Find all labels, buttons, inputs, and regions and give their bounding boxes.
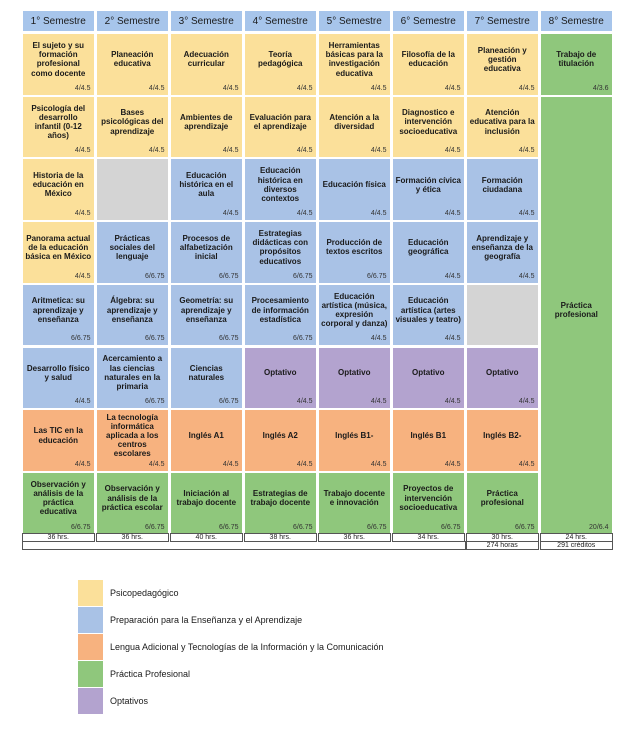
- course-cell: [244, 158, 317, 221]
- semester-header: 2° Semestre: [96, 10, 169, 32]
- course-name: Formación ciudadana: [481, 175, 523, 194]
- course-cell: [244, 284, 317, 347]
- course-credits: 4/4.5: [518, 460, 535, 468]
- course-credits: 4/4.5: [518, 84, 535, 92]
- legend-item: [78, 688, 498, 714]
- course-credits: 4/4.5: [296, 84, 313, 92]
- course-cell: [318, 158, 391, 221]
- course-name: Estrategias de trabajo docente: [250, 489, 311, 508]
- course-cell: [96, 96, 169, 159]
- course-cell: [392, 409, 465, 472]
- course-name: Atención a la diversidad: [329, 112, 380, 132]
- course-credits: 4/4.5: [370, 335, 387, 343]
- legend-item: [78, 607, 498, 633]
- course-credits: 4/4.5: [444, 210, 461, 218]
- course-name: Historia de la educación en México: [32, 170, 84, 199]
- course-name: Planeación educativa: [111, 50, 154, 69]
- semester-header: 7° Semestre: [466, 10, 539, 32]
- course-cell: [96, 33, 169, 96]
- course-credits: 4/4.5: [74, 272, 91, 280]
- curriculum-grid: [22, 10, 612, 530]
- hours-total: 36 hrs.: [318, 533, 391, 542]
- totals-row: [22, 533, 612, 551]
- course-credits: 4/4.5: [74, 147, 91, 155]
- course-cell: [244, 472, 317, 535]
- course-name: Producción de textos escritos: [326, 238, 383, 257]
- course-cell: [22, 96, 95, 159]
- course-credits: 6/6.75: [515, 523, 535, 531]
- course-cell: [318, 347, 391, 410]
- course-name: Procesos de alfabetización inicial: [179, 233, 233, 262]
- course-name: Adecuación curricular: [183, 50, 229, 69]
- hours-total: 30 hrs.: [466, 533, 539, 542]
- course-credits: 4/4.5: [148, 84, 165, 92]
- course-cell: [318, 221, 391, 284]
- course-cell: [466, 158, 539, 221]
- course-cell: [22, 33, 95, 96]
- course-credits: 4/4.5: [296, 147, 313, 155]
- course-name: Observación y análisis de la práctica educativa: [30, 479, 86, 517]
- course-credits: 4/4.5: [222, 210, 239, 218]
- course-credits: 4/4.5: [444, 460, 461, 468]
- course-credits: 20/6.4: [589, 523, 609, 531]
- course-credits: 4/4.5: [370, 84, 387, 92]
- course-credits: 4/4.5: [518, 272, 535, 280]
- course-name: Planeación y gestión educativa: [477, 45, 527, 73]
- semester-header: 1° Semestre: [22, 10, 95, 32]
- legend-swatch: [78, 607, 103, 633]
- course-cell: [244, 347, 317, 410]
- course-name: Educación artística (artes visuales y teatro): [395, 296, 461, 324]
- legend-swatch: [78, 688, 103, 714]
- course-cell: [22, 284, 95, 347]
- course-name: Inglés A1: [188, 430, 224, 440]
- course-name: Optativo: [338, 368, 371, 378]
- legend-label: Optativos: [110, 696, 149, 706]
- course-credits: 4/4.5: [444, 147, 461, 155]
- course-cell: [392, 221, 465, 284]
- course-cell: [22, 472, 95, 535]
- course-cell: [170, 158, 243, 221]
- legend-item: [78, 580, 498, 606]
- course-credits: 4/4.5: [370, 398, 387, 406]
- empty-cell: [466, 284, 539, 347]
- course-name: Bases psicológicas del aprendizaje: [101, 108, 164, 136]
- course-name: El sujeto y su formación profesional como docente: [31, 40, 86, 78]
- course-cell: [96, 221, 169, 284]
- course-credits: 4/4.5: [370, 460, 387, 468]
- course-name: Trabajo docente e innovación: [323, 489, 385, 508]
- course-name: La tecnología informática aplicada a los centros escolares: [106, 412, 159, 459]
- course-cell: [170, 221, 243, 284]
- course-name: Proyectos de intervención socioeducativa: [399, 484, 458, 512]
- semester-header: 3° Semestre: [170, 10, 243, 32]
- course-cell: [22, 347, 95, 410]
- course-name: Psicología del desarrollo infantil (0-12 años): [31, 103, 86, 141]
- legend-label: Psicopedagógico: [110, 588, 179, 598]
- course-name: Panorama actual de la educación básica en México: [25, 233, 92, 262]
- course-cell: [392, 33, 465, 96]
- course-name: Herramientas básicas para la investigación educativa: [325, 40, 383, 78]
- course-credits: 6/6.75: [293, 335, 313, 343]
- course-credits: 6/6.75: [145, 523, 165, 531]
- course-name: Educación histórica en diversos contextos: [257, 166, 303, 203]
- legend-item: [78, 634, 498, 660]
- course-credits: 6/6.75: [367, 523, 387, 531]
- semester-header: 5° Semestre: [318, 10, 391, 32]
- legend-label: Preparación para la Enseñanza y el Aprendizaje: [110, 615, 303, 625]
- course-credits: 4/4.5: [74, 460, 91, 468]
- course-name: Trabajo de titulación: [556, 50, 597, 69]
- legend-label: Lengua Adicional y Tecnologías de la Información y la Comunicación: [110, 642, 384, 652]
- course-cell: [22, 158, 95, 221]
- course-credits: 4/4.5: [518, 398, 535, 406]
- course-credits: 6/6.75: [145, 272, 165, 280]
- course-name: Inglés A2: [262, 430, 298, 440]
- course-name: Optativo: [486, 368, 519, 378]
- course-name: Optativo: [412, 368, 445, 378]
- course-name: Álgebra: su aprendizaje y enseñanza: [106, 296, 158, 324]
- course-name: Iniciación al trabajo docente: [176, 489, 237, 508]
- course-name: Educación histórica en el aula: [179, 170, 234, 199]
- course-cell: [392, 347, 465, 410]
- course-cell: [170, 33, 243, 96]
- course-cell: [96, 409, 169, 472]
- hours-total: 36 hrs.: [22, 533, 95, 542]
- course-credits: 4/4.5: [444, 398, 461, 406]
- course-name: Inglés B1-: [335, 430, 374, 440]
- course-name: Práctica profesional: [554, 300, 598, 320]
- course-name: Aprendizaje y enseñanza de la geografía: [471, 233, 533, 262]
- course-credits: 6/6.75: [367, 272, 387, 280]
- course-cell: [244, 409, 317, 472]
- total-credits: 291 créditos: [540, 541, 613, 550]
- course-cell: [22, 409, 95, 472]
- course-credits: 6/6.75: [219, 398, 239, 406]
- hours-total: 34 hrs.: [392, 533, 465, 542]
- course-cell: [170, 409, 243, 472]
- course-credits: 4/4.5: [444, 335, 461, 343]
- course-cell: [318, 33, 391, 96]
- course-credits: 6/6.75: [71, 523, 91, 531]
- course-name: Prácticas sociales del lenguaje: [109, 233, 155, 262]
- course-name: Desarrollo físico y salud: [26, 363, 90, 382]
- course-cell: [96, 472, 169, 535]
- course-cell: [170, 347, 243, 410]
- course-credits: 4/4.5: [222, 84, 239, 92]
- course-cell: [318, 96, 391, 159]
- course-credits: 4/4.5: [74, 398, 91, 406]
- total-hours: 274 horas: [466, 541, 539, 550]
- course-name: Optativo: [264, 368, 297, 378]
- course-cell: [170, 284, 243, 347]
- course-credits: 4/4.5: [444, 84, 461, 92]
- course-credits: 4/4.5: [296, 210, 313, 218]
- course-cell: [318, 284, 391, 347]
- course-name: Observación y análisis de la práctica escolar: [101, 484, 163, 512]
- course-cell: [244, 33, 317, 96]
- course-cell: [22, 221, 95, 284]
- course-credits: 4/4.5: [518, 147, 535, 155]
- course-credits: 4/4.5: [444, 272, 461, 280]
- legend-swatch: [78, 634, 103, 660]
- hours-total: 38 hrs.: [244, 533, 317, 542]
- course-name: Filosofía de la educación: [401, 50, 455, 69]
- course-name: Formación cívica y ética: [395, 175, 461, 194]
- course-cell: [96, 284, 169, 347]
- course-name: Estrategias didácticas con propósitos educativos: [252, 229, 309, 266]
- empty-cell: [96, 158, 169, 221]
- course-cell: [466, 347, 539, 410]
- course-name: Educación artística (música, expresión corporal y danza): [321, 291, 388, 329]
- course-name: Las TIC en la educación: [33, 426, 83, 445]
- course-credits: 6/6.75: [219, 272, 239, 280]
- course-cell: [96, 347, 169, 410]
- course-credits: 6/6.75: [219, 523, 239, 531]
- course-credits: 4/3.6: [592, 84, 609, 92]
- course-cell: [466, 33, 539, 96]
- course-credits: 6/6.75: [441, 523, 461, 531]
- legend-swatch: [78, 580, 103, 606]
- semester-header: 4° Semestre: [244, 10, 317, 32]
- course-name: Diagnostico e intervención socioeducativa: [399, 108, 458, 136]
- course-name: Atención educativa para la inclusión: [469, 108, 535, 136]
- course-cell: [170, 472, 243, 535]
- legend-swatch: [78, 661, 103, 687]
- course-name: Práctica profesional: [480, 489, 524, 508]
- course-cell: [466, 96, 539, 159]
- course-cell: [244, 96, 317, 159]
- course-credits: 4/4.5: [222, 460, 239, 468]
- legend-item: [78, 661, 498, 687]
- course-credits: 4/4.5: [148, 147, 165, 155]
- course-cell: [466, 221, 539, 284]
- course-credits: 4/4.5: [74, 84, 91, 92]
- course-cell: [392, 96, 465, 159]
- course-credits: 4/4.5: [370, 210, 387, 218]
- course-credits: 6/6.75: [293, 272, 313, 280]
- course-name: Procesamiento de información estadística: [251, 296, 309, 324]
- course-credits: 4/4.5: [148, 460, 165, 468]
- course-name: Aritmetica: su aprendizaje y enseñanza: [31, 296, 85, 324]
- course-cell: [392, 472, 465, 535]
- hours-total: 40 hrs.: [170, 533, 243, 542]
- course-credits: 4/4.5: [518, 210, 535, 218]
- course-cell: [466, 472, 539, 535]
- course-cell: [318, 472, 391, 535]
- course-credits: 6/6.75: [293, 523, 313, 531]
- course-name: Acercamiento a las ciencias naturales en la primaria: [102, 354, 163, 392]
- course-name: Inglés B2-: [483, 430, 522, 440]
- course-credits: 4/4.5: [74, 210, 91, 218]
- course-name: Ambientes de aprendizaje: [180, 112, 233, 132]
- totals-baseline: [22, 541, 466, 550]
- course-credits: 4/4.5: [296, 398, 313, 406]
- hours-total: 24 hrs.: [540, 533, 613, 542]
- course-name: Geometría: su aprendizaje y enseñanza: [179, 296, 234, 324]
- course-name: Inglés B1: [410, 430, 447, 440]
- course-cell: [392, 158, 465, 221]
- course-cell: [392, 284, 465, 347]
- course-cell: [244, 221, 317, 284]
- course-credits: 6/6.75: [145, 335, 165, 343]
- course-name: Educación física: [322, 180, 386, 190]
- course-cell: [170, 96, 243, 159]
- course-cell: [466, 409, 539, 472]
- course-name: Evaluación para el aprendizaje: [249, 112, 311, 132]
- course-credits: 6/6.75: [219, 335, 239, 343]
- course-name: Ciencias naturales: [188, 363, 225, 382]
- course-name: Teoría pedagógica: [258, 50, 303, 69]
- course-cell: [540, 33, 613, 96]
- course-credits: 6/6.75: [145, 398, 165, 406]
- course-cell: [540, 96, 613, 535]
- semester-header: 8° Semestre: [540, 10, 613, 32]
- legend-label: Práctica Profesional: [110, 669, 191, 679]
- course-cell: [318, 409, 391, 472]
- course-credits: 4/4.5: [296, 460, 313, 468]
- course-credits: 4/4.5: [370, 147, 387, 155]
- hours-total: 36 hrs.: [96, 533, 169, 542]
- course-credits: 6/6.75: [71, 335, 91, 343]
- course-name: Educación geográfica: [408, 238, 449, 257]
- semester-header: 6° Semestre: [392, 10, 465, 32]
- course-credits: 4/4.5: [222, 147, 239, 155]
